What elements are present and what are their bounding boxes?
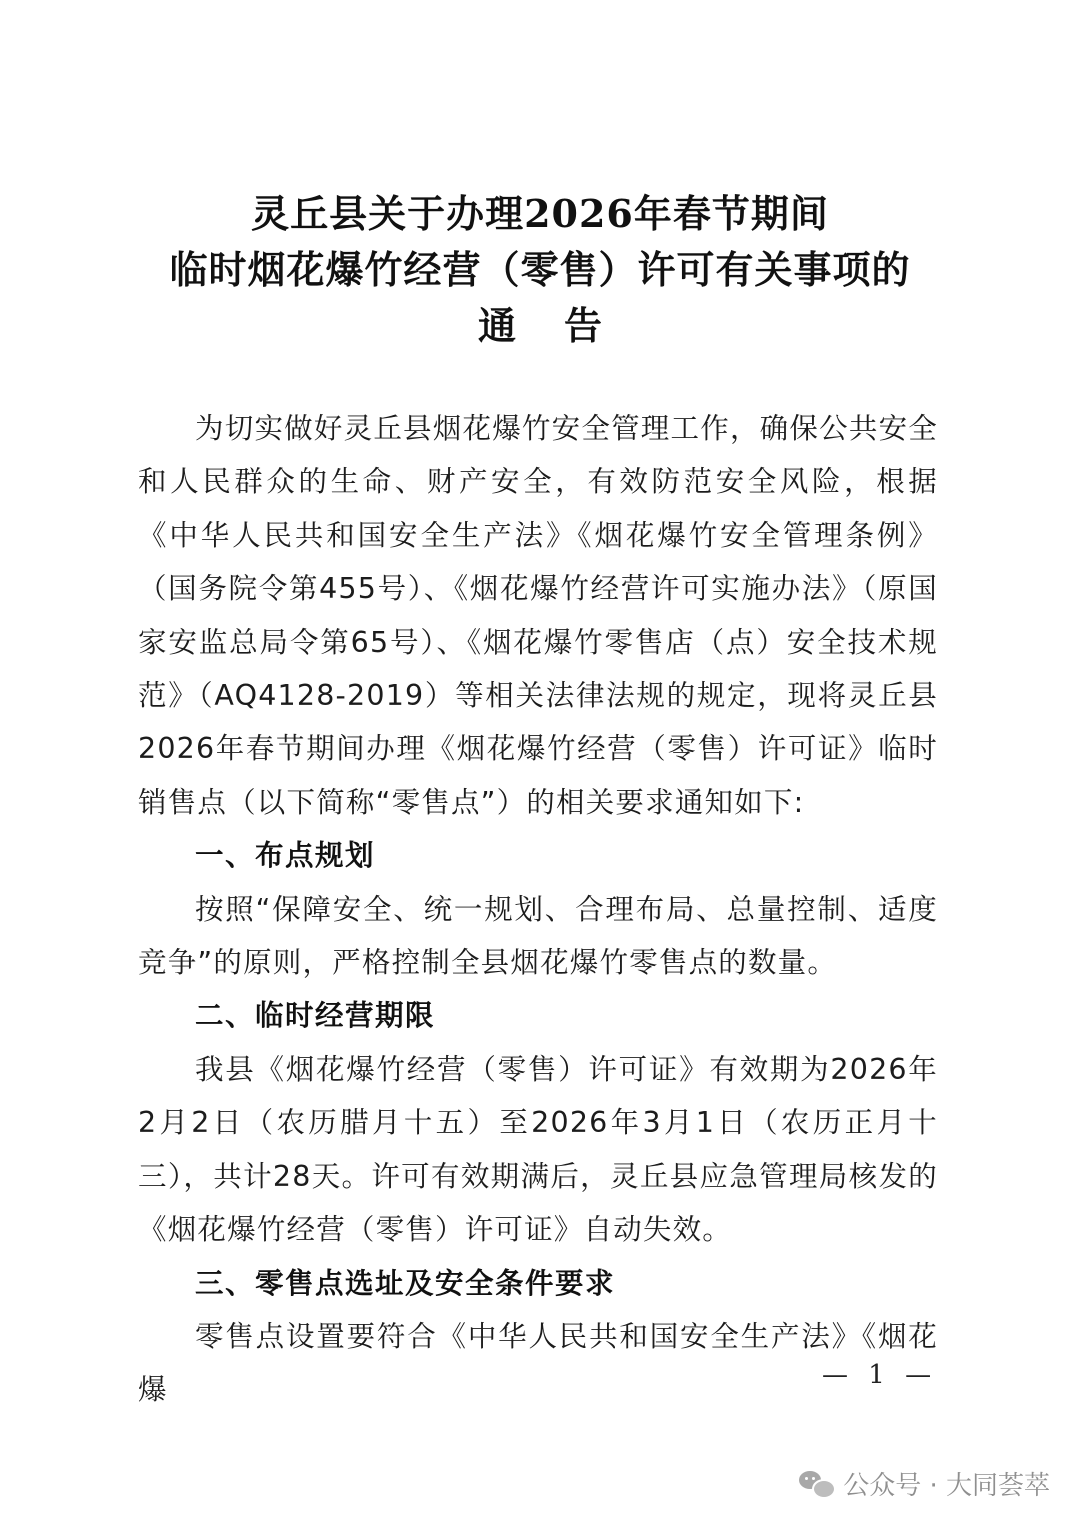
document-title — [60, 186, 1020, 354]
title-line-3: 通告 — [477, 303, 650, 348]
title-line-2: 临时烟花爆竹经营（零售）许可有关事项的 — [169, 247, 911, 292]
section-heading-1: 一、布点规划 — [195, 839, 376, 873]
section-3-paragraph: 零售点设置要符合《中华人民共和国安全生产法》《烟花爆 — [138, 1319, 938, 1407]
page-number: — 1 — — [822, 1360, 938, 1390]
title-line-1: 灵丘县关于办理2026年春节期间 — [251, 191, 829, 236]
section-heading-3: 三、零售点选址及安全条件要求 — [195, 1266, 616, 1300]
wechat-icon — [799, 1469, 833, 1499]
watermark — [799, 1465, 1050, 1502]
intro-paragraph: 为切实做好灵丘县烟花爆竹安全管理工作，确保公共安全和人民群众的生命、财产安全，有效防范安全风险，根据《中华人民共和国安全生产法》《烟花爆竹安全管理条例》（国务院令第455号）、《烟花爆竹经营许可实施办法》（原国家安监总局令第65号）、《烟花爆竹零售店（点）安全技术规范》（AQ4128-2019）等相关法律法规的规定，现将灵丘县2026年春节期间办理《烟花爆竹经营（零售）许可证》临时销售点（以下简称“零售点”）的相关要求通知如下: — [138, 412, 938, 819]
section-heading-2: 二、临时经营期限 — [195, 999, 436, 1033]
watermark-text: 公众号 · 大同荟萃 — [843, 1471, 1050, 1501]
section-1-paragraph: 按照“保障安全、统一规划、合理布局、总量控制、适度竞争”的原则，严格控制全县烟花爆竹零售点的数量。 — [138, 892, 938, 980]
document-body — [138, 402, 938, 1417]
section-2-paragraph: 我县《烟花爆竹经营（零售）许可证》有效期为2026年2月2日（农历腊月十五）至2026年3月1日（农历正月十三），共计28天。许可有效期满后，灵丘县应急管理局核发的《烟花爆竹经营（零售）许可证》自动失效。 — [138, 1052, 938, 1247]
